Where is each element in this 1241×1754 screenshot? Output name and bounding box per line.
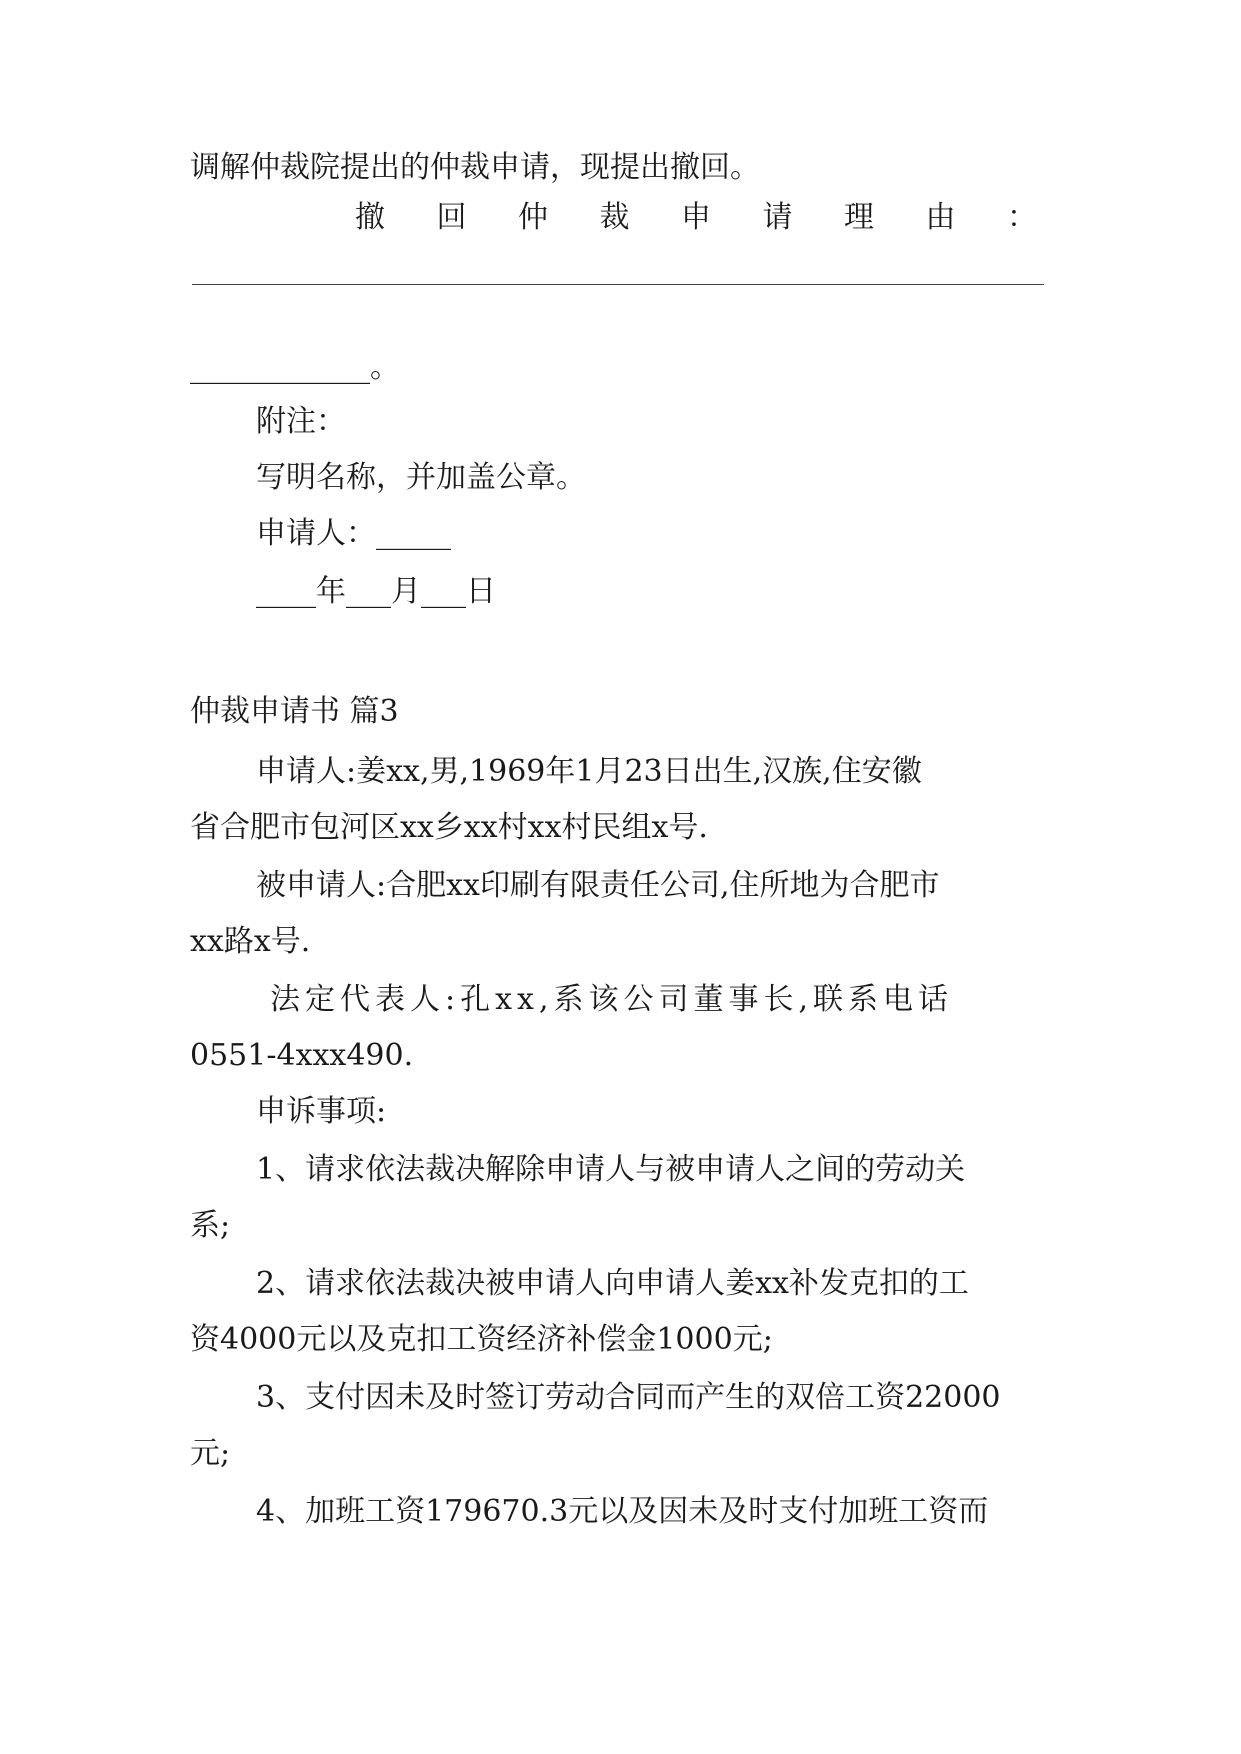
signature-date: ____年___月___日 <box>256 574 496 609</box>
respondent-line-1: 被申请人:合肥xx印刷有限责任公司,住所地为合肥市 <box>256 868 940 903</box>
applicant-line-1: 申请人:姜xx,男,1969年1月23日出生,汉族,住安徽 <box>256 754 922 789</box>
claim-1-line-1: 1、请求依法裁决解除申请人与被申请人之间的劳动关 <box>256 1152 966 1187</box>
respondent-line-2: xx路x号. <box>190 924 311 959</box>
reason-heading-char: 撤 <box>355 200 385 235</box>
text-line-withdrawal: 调解仲裁院提出的仲裁申请，现提出撤回。 <box>190 150 760 185</box>
reason-heading-char: 仲 <box>518 200 548 235</box>
reason-heading <box>355 198 1037 238</box>
claim-3-line-1: 3、支付因未及时签订劳动合同而产生的双倍工资22000 <box>256 1380 1001 1415</box>
note-label: 附注： <box>256 404 346 439</box>
legal-rep-line-1: 法定代表人:孔xx,系该公司董事长,联系电话 <box>270 982 954 1017</box>
reason-blank-line <box>192 284 1044 285</box>
applicant-line-2: 省合肥市包河区xx乡xx村xx村民组x号. <box>190 810 708 845</box>
claim-1-line-2: 系; <box>190 1208 231 1243</box>
reason-heading-char: 申 <box>681 200 711 235</box>
applicant-signature: 申请人：_____ <box>256 516 451 551</box>
claim-2-line-1: 2、请求依法裁决被申请人向申请人姜xx补发克扣的工 <box>256 1266 969 1301</box>
legal-rep-line-2: 0551-4xxx490. <box>190 1038 414 1073</box>
claim-3-line-2: 元; <box>190 1436 231 1471</box>
note-text: 写明名称，并加盖公章。 <box>256 460 586 495</box>
reason-heading-char: 裁 <box>599 200 630 235</box>
reason-heading-char: 由 <box>925 200 956 235</box>
reason-heading-char: 请 <box>762 200 793 235</box>
claims-heading: 申诉事项: <box>256 1094 387 1129</box>
claim-4-line-1: 4、加班工资179670.3元以及因未及时支付加班工资而 <box>256 1494 989 1529</box>
section-title: 仲裁申请书 篇3 <box>190 694 399 729</box>
claim-2-line-2: 资4000元以及克扣工资经济补偿金1000元; <box>190 1322 773 1357</box>
reason-heading-char: 回 <box>436 200 467 235</box>
reason-blank-end: ____________。 <box>190 350 400 385</box>
reason-heading-char: ： <box>1007 200 1037 235</box>
reason-heading-char: 理 <box>844 200 874 235</box>
